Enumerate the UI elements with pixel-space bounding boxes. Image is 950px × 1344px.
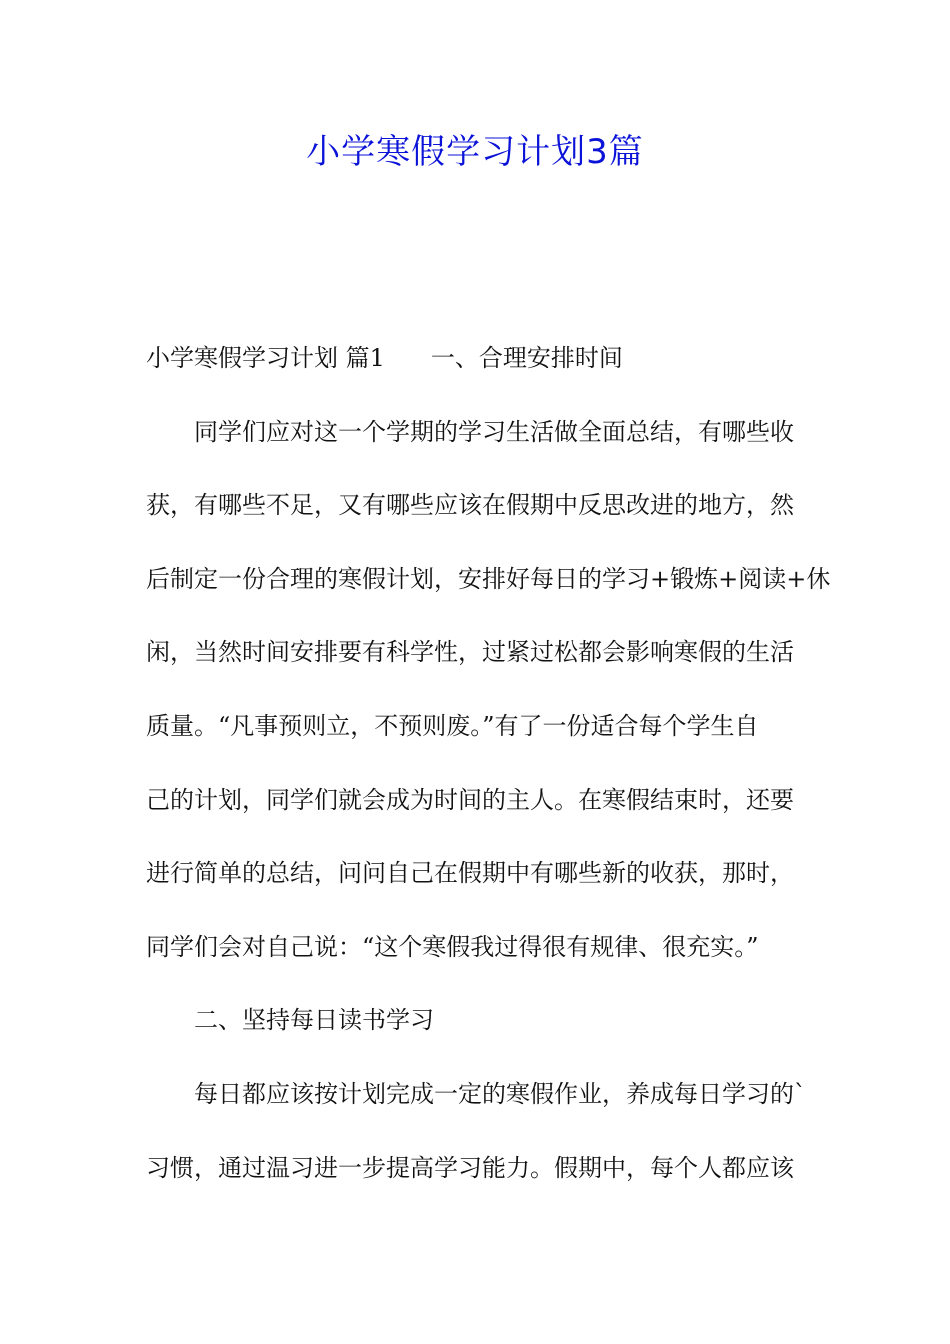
paragraph-1-line: 同学们应对这一个学期的学习生活做全面总结，有哪些收 <box>194 417 794 446</box>
paragraph-1-line: 进行简单的总结，问问自己在假期中有哪些新的收获，那时， <box>146 859 794 888</box>
paragraph-1-line: 己的计划，同学们就会成为时间的主人。在寒假结束时，还要 <box>146 785 794 814</box>
paragraph-2-line: 每日都应该按计划完成一定的寒假作业，养成每日学习的` <box>194 1079 806 1108</box>
paragraph-1-line: 闲，当然时间安排要有科学性，过紧过松都会影响寒假的生活 <box>146 638 794 667</box>
heading-line <box>146 338 806 412</box>
section-2-heading: 二、坚持每日读书学习 <box>194 1006 434 1035</box>
paragraph-1-line: 质量。“凡事预则立，不预则废。”有了一份适合每个学生自 <box>146 711 759 740</box>
paragraph-1-line: 获，有哪些不足，又有哪些应该在假期中反思改进的地方，然 <box>146 491 794 520</box>
document-title: 小学寒假学习计划3篇 <box>306 132 644 172</box>
document-body <box>146 338 831 1221</box>
part-label: 小学寒假学习计划 篇1 <box>146 344 385 372</box>
section-1-heading: 一、合理安排时间 <box>430 344 623 372</box>
paragraph-1-line: 后制定一份合理的寒假计划，安排好每日的学习+锻炼+阅读+休 <box>146 564 831 593</box>
paragraph-1-line: 同学们会对自己说：“这个寒假我过得很有规律、很充实。” <box>146 932 759 961</box>
paragraph-2-line: 习惯，通过温习进一步提高学习能力。假期中，每个人都应该 <box>146 1153 794 1182</box>
